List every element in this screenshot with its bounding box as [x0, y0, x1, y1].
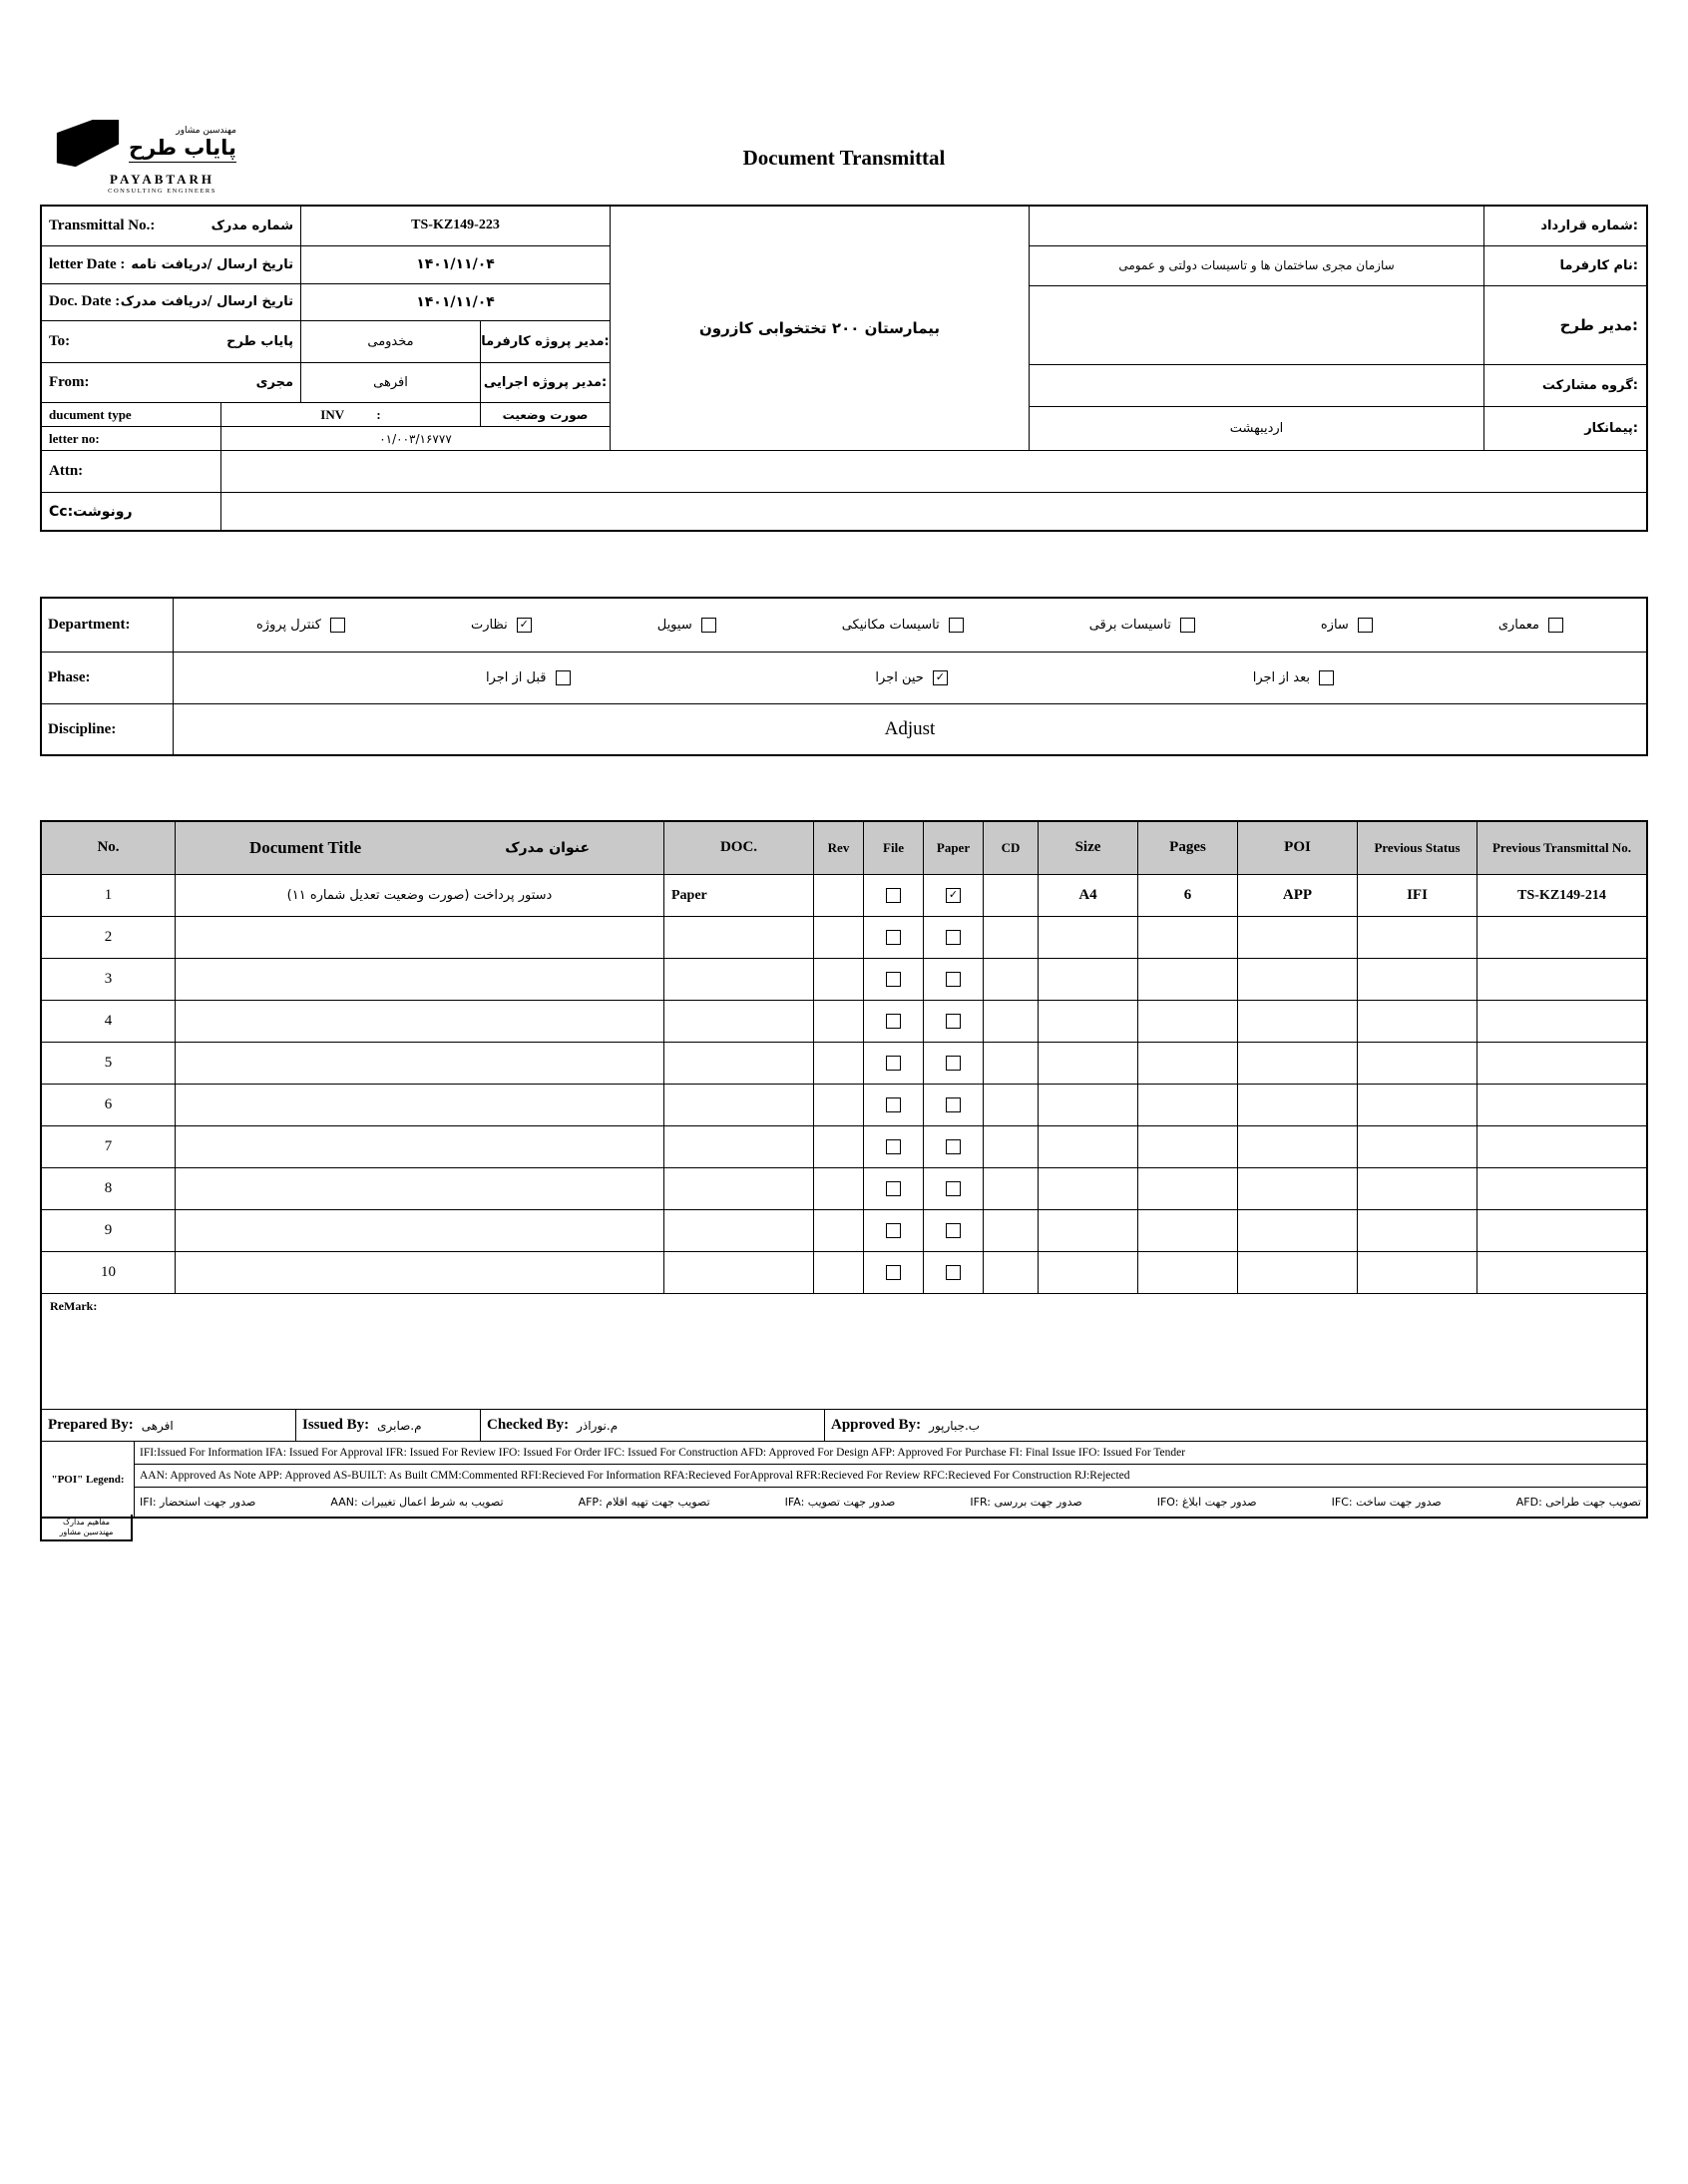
phase-options: [174, 653, 1646, 703]
department-checkbox: [949, 618, 964, 633]
bottom-left-note: مفاهیم مدارک مهندسین مشاور: [40, 1515, 133, 1541]
checked-by-cell: Checked By: م.نوراذر: [481, 1410, 825, 1441]
remark-label: ReMark:: [50, 1299, 98, 1313]
table-row: [42, 959, 1646, 1001]
to-cell: [42, 321, 301, 363]
phase-label: Phase:: [42, 653, 174, 703]
doc-type-value-cell: INV :: [221, 403, 481, 426]
cell-paper: [924, 1210, 984, 1252]
cell-pages: [1138, 1210, 1238, 1252]
cell-rev: [814, 917, 864, 959]
header-no: No.: [42, 822, 176, 875]
file-checkbox: [886, 1139, 901, 1154]
cell-cd: [984, 875, 1039, 917]
top-info-table: [40, 205, 1648, 532]
cell-title: [176, 1210, 664, 1252]
letter-no-value: ۰۱/۰۰۳/۱۶۷۷۷: [379, 431, 452, 446]
cell-prev-status: [1358, 959, 1477, 1001]
project-name-cell: [611, 207, 1030, 450]
department-options: [174, 599, 1646, 652]
cell-rev: [814, 1168, 864, 1210]
cell-pages: [1138, 917, 1238, 959]
cell-prev-status: [1358, 1168, 1477, 1210]
department-checkbox: [1358, 618, 1373, 633]
from-label: From:: [49, 374, 90, 391]
classification-table: [40, 597, 1648, 756]
poi-legend: [42, 1442, 1646, 1517]
letter-date-label-cell: [42, 246, 301, 283]
letter-date-label: letter Date :: [49, 255, 126, 272]
cell-prev-transmittal: TS-KZ149-214: [1477, 875, 1646, 917]
cc-label-cell: Cc:رونوشت: [42, 493, 221, 530]
cell-file: [864, 1126, 924, 1168]
cell-doc: [664, 1126, 814, 1168]
table-row: [42, 1210, 1646, 1252]
cell-no: 9: [42, 1210, 176, 1252]
cell-no: 8: [42, 1168, 176, 1210]
cell-title: [176, 1168, 664, 1210]
cell-title: [176, 959, 664, 1001]
cell-rev: [814, 1252, 864, 1294]
file-checkbox: [886, 930, 901, 945]
cell-prev-status: [1358, 1252, 1477, 1294]
phase-option: قبل از اجرا: [486, 670, 571, 685]
table-row: [42, 875, 1646, 917]
cell-pages: [1138, 1252, 1238, 1294]
cell-rev: [814, 959, 864, 1001]
poi-legend-line2: AAN: Approved As Note APP: Approved AS-BUILT: As Built CMM:Commented RFI:Recieved For Information RFA:Recieved ForApproval RFR:Recieved For Review RFC:Recieved For Construction RJ:Rejected: [135, 1465, 1646, 1488]
cell-cd: [984, 1085, 1039, 1126]
client-pm-label-cell: مدیر پروژه کارفرما:: [481, 333, 610, 349]
cell-no: 4: [42, 1001, 176, 1043]
header-rev: Rev: [814, 822, 864, 875]
cell-pages: [1138, 1043, 1238, 1085]
department-option: کنترل پروژه: [256, 618, 345, 633]
cell-poi: APP: [1238, 875, 1358, 917]
transmittal-no-label-fa: شماره مدرک: [211, 218, 293, 233]
cell-pages: [1138, 1126, 1238, 1168]
cell-doc: [664, 1210, 814, 1252]
to-label: To:: [49, 332, 71, 349]
cell-doc: [664, 959, 814, 1001]
design-manager-value: [1030, 286, 1484, 365]
cell-rev: [814, 1210, 864, 1252]
cell-no: 10: [42, 1252, 176, 1294]
cell-prev-transmittal: [1477, 1085, 1646, 1126]
cell-file: [864, 1210, 924, 1252]
cell-paper: [924, 1043, 984, 1085]
cell-cd: [984, 917, 1039, 959]
cell-paper: [924, 1085, 984, 1126]
cell-size: [1039, 1043, 1138, 1085]
department-label: Department:: [42, 599, 174, 652]
cell-pages: [1138, 1001, 1238, 1043]
header-cd: CD: [984, 822, 1039, 875]
file-checkbox: [886, 1181, 901, 1196]
table-row: [42, 1252, 1646, 1294]
header-doc: DOC.: [664, 822, 814, 875]
cell-prev-transmittal: [1477, 1043, 1646, 1085]
from-cell: [42, 363, 301, 402]
cell-paper: [924, 1252, 984, 1294]
header-title: Document Title عنوان مدرک: [176, 822, 664, 875]
cell-title: دستور پرداخت (صورت وضعیت تعدیل شماره ۱۱): [176, 875, 664, 917]
page-title: Document Transmittal: [742, 146, 946, 170]
doc-date-label-cell: [42, 284, 301, 320]
cell-poi: [1238, 1168, 1358, 1210]
cell-paper: [924, 959, 984, 1001]
cell-title: [176, 917, 664, 959]
header-poi: POI: [1238, 822, 1358, 875]
cell-file: [864, 1001, 924, 1043]
department-checkbox: [1180, 618, 1195, 633]
phase-option: حین اجرا ✓: [875, 670, 947, 685]
cell-poi: [1238, 1085, 1358, 1126]
approved-by-cell: Approved By: ب.جبارپور: [831, 1417, 981, 1433]
header-prev-transmittal: Previous Transmittal No.: [1477, 822, 1646, 875]
header-size: Size: [1039, 822, 1138, 875]
paper-checkbox: [946, 1056, 961, 1071]
logo-fa-subtitle: مهندسین مشاور: [176, 125, 236, 136]
cell-pages: [1138, 959, 1238, 1001]
paper-checkbox: [946, 1097, 961, 1112]
cell-poi: [1238, 917, 1358, 959]
cell-no: 6: [42, 1085, 176, 1126]
from-person-cell: افرهی: [301, 363, 481, 402]
cell-pages: 6: [1138, 875, 1238, 917]
cell-rev: [814, 1085, 864, 1126]
logo-fa-title: پایاب طرح: [129, 136, 236, 163]
department-checkbox: ✓: [517, 618, 532, 633]
cell-cd: [984, 1001, 1039, 1043]
cell-prev-status: [1358, 1043, 1477, 1085]
signatures-row: [42, 1410, 1646, 1442]
table-row: [42, 1085, 1646, 1126]
documents-table: [40, 820, 1648, 1519]
table-row: [42, 917, 1646, 959]
cell-title: [176, 1043, 664, 1085]
department-option: تاسیسات برقی: [1089, 618, 1195, 633]
documents-table-header: [42, 822, 1646, 875]
file-checkbox: [886, 1223, 901, 1238]
header-pages: Pages: [1138, 822, 1238, 875]
department-option: سازه: [1321, 618, 1373, 633]
cell-file: [864, 875, 924, 917]
department-option: معماری: [1498, 618, 1563, 633]
cell-size: [1039, 1001, 1138, 1043]
transmittal-no-value: TS-KZ149-223: [411, 218, 500, 233]
cell-paper: [924, 1126, 984, 1168]
cell-paper: [924, 875, 984, 917]
cell-cd: [984, 959, 1039, 1001]
paper-checkbox: ✓: [946, 888, 961, 903]
paper-checkbox: [946, 1139, 961, 1154]
file-checkbox: [886, 1097, 901, 1112]
cell-paper: [924, 1001, 984, 1043]
phase-checkbox: [1319, 670, 1334, 685]
checked-by-value: م.نوراذر: [577, 1418, 619, 1433]
phase-checkbox: ✓: [933, 670, 948, 685]
remark-section: [42, 1294, 1646, 1410]
cell-file: [864, 959, 924, 1001]
doc-type-fa-cell: صورت وضعیت: [502, 407, 589, 422]
file-checkbox: [886, 888, 901, 903]
client-label: نام کارفرما:: [1559, 257, 1638, 273]
letter-date-label-fa: تاریخ ارسال /دریافت نامه: [131, 256, 293, 272]
cell-doc: [664, 1085, 814, 1126]
transmittal-no-label: Transmittal No.:: [49, 217, 156, 233]
letter-no-label-cell: letter no:: [42, 427, 221, 450]
to-person-cell: مخدومی: [301, 321, 481, 363]
department-checkbox: [701, 618, 716, 633]
doc-date-value: ۱۴۰۱/۱۱/۰۴: [416, 293, 495, 310]
cell-cd: [984, 1252, 1039, 1294]
department-option: نظارت ✓: [471, 618, 532, 633]
cell-size: [1039, 1126, 1138, 1168]
attn-value: [221, 451, 1646, 492]
table-row: [42, 1168, 1646, 1210]
doc-date-label-fa: تاریخ ارسال /دریافت مدرک: [120, 294, 293, 310]
paper-checkbox: [946, 1223, 961, 1238]
cell-cd: [984, 1168, 1039, 1210]
file-checkbox: [886, 1056, 901, 1071]
cell-rev: [814, 875, 864, 917]
cell-prev-status: [1358, 1085, 1477, 1126]
cell-doc: [664, 917, 814, 959]
phase-option: بعد از اجرا: [1253, 670, 1334, 685]
header-paper: Paper: [924, 822, 984, 875]
cell-prev-transmittal: [1477, 959, 1646, 1001]
cell-file: [864, 1043, 924, 1085]
cell-rev: [814, 1126, 864, 1168]
cell-cd: [984, 1043, 1039, 1085]
header-prev-status: Previous Status: [1358, 822, 1477, 875]
cell-prev-status: [1358, 1126, 1477, 1168]
cell-cd: [984, 1210, 1039, 1252]
department-checkbox: [1548, 618, 1563, 633]
approved-by-value: ب.جبارپور: [929, 1418, 981, 1433]
letter-date-value: ۱۴۰۱/۱۱/۰۴: [416, 256, 495, 273]
header-file: File: [864, 822, 924, 875]
poi-legend-label: "POI" Legend:: [42, 1442, 135, 1517]
cell-poi: [1238, 1126, 1358, 1168]
paper-checkbox: [946, 972, 961, 987]
cell-title: [176, 1252, 664, 1294]
jv-label: گروه مشارکت:: [1541, 378, 1638, 394]
cell-size: [1039, 959, 1138, 1001]
cell-size: [1039, 917, 1138, 959]
paper-checkbox: [946, 1014, 961, 1029]
jv-value: [1030, 365, 1484, 406]
cell-doc: [664, 1001, 814, 1043]
phase-checkbox: [556, 670, 571, 685]
cell-prev-status: IFI: [1358, 875, 1477, 917]
table-row: [42, 1001, 1646, 1043]
cell-rev: [814, 1001, 864, 1043]
cell-title: [176, 1085, 664, 1126]
project-name: بیمارستان ۲۰۰ تختخوابی کازرون: [698, 319, 941, 337]
cell-no: 7: [42, 1126, 176, 1168]
to-value: پایاب طرح: [226, 333, 293, 349]
cell-poi: [1238, 959, 1358, 1001]
poi-legend-line3-fa: IFI: صدور جهت استحضار AAN: تصویب به شرط اعمال تغییرات AFP: تصویب جهت تهیه اقلام IFA: صدور جهت تصویب IFR: صدور جهت بررسی IFO: صدور جهت ابلاغ IFC: صدور جهت ساخت AFD: تصویب جهت طراحی: [140, 1496, 1641, 1509]
design-manager-label: مدیر طرح:: [1559, 316, 1638, 335]
table-row: [42, 1043, 1646, 1085]
from-value: مجری: [255, 375, 293, 391]
cell-no: 1: [42, 875, 176, 917]
paper-checkbox: [946, 1181, 961, 1196]
cell-paper: [924, 1168, 984, 1210]
contractor-value: اردیبهشت: [1030, 407, 1484, 450]
cell-prev-status: [1358, 917, 1477, 959]
cell-file: [864, 1085, 924, 1126]
contract-no-value: [1030, 207, 1484, 245]
file-checkbox: [886, 1014, 901, 1029]
table-row: [42, 1126, 1646, 1168]
discipline-label: Discipline:: [42, 704, 174, 754]
cell-pages: [1138, 1168, 1238, 1210]
issued-by-cell: Issued By: م.صابری: [296, 1410, 481, 1441]
cell-file: [864, 917, 924, 959]
cell-size: [1039, 1252, 1138, 1294]
cc-value: [221, 493, 1646, 530]
cell-doc: Paper: [664, 875, 814, 917]
discipline-value: Adjust: [884, 718, 936, 739]
cell-pages: [1138, 1085, 1238, 1126]
cell-no: 5: [42, 1043, 176, 1085]
department-option: سیویل: [657, 618, 716, 633]
logo-en-title: PAYABTARH: [109, 172, 215, 187]
cell-prev-transmittal: [1477, 1210, 1646, 1252]
cell-file: [864, 1168, 924, 1210]
cell-prev-status: [1358, 1210, 1477, 1252]
cell-title: [176, 1001, 664, 1043]
cell-prev-transmittal: [1477, 1252, 1646, 1294]
file-checkbox: [886, 1265, 901, 1280]
cell-doc: [664, 1043, 814, 1085]
cell-prev-transmittal: [1477, 1168, 1646, 1210]
exec-pm-label-cell: مدیر پروژه اجرایی:: [483, 375, 608, 391]
doc-type-label-cell: ducument type: [42, 403, 221, 426]
cell-size: [1039, 1168, 1138, 1210]
cell-paper: [924, 917, 984, 959]
cell-doc: [664, 1168, 814, 1210]
cell-title: [176, 1126, 664, 1168]
cell-no: 3: [42, 959, 176, 1001]
cell-poi: [1238, 1252, 1358, 1294]
paper-checkbox: [946, 1265, 961, 1280]
prepared-by-cell: Prepared By: افرهی: [42, 1410, 296, 1441]
cell-no: 2: [42, 917, 176, 959]
cell-rev: [814, 1043, 864, 1085]
poi-legend-line1: IFI:Issued For Information IFA: Issued For Approval IFR: Issued For Review IFO: Issued For Order IFC: Issued For Construction AFD: Approved For Design AFP: Approved For Purchase FI: Final Issue IFO: Issued For Tender: [135, 1442, 1646, 1465]
transmittal-no-label-cell: [42, 207, 301, 245]
cell-file: [864, 1252, 924, 1294]
attn-label-cell: Attn:: [42, 451, 221, 492]
cell-prev-transmittal: [1477, 1001, 1646, 1043]
file-checkbox: [886, 972, 901, 987]
cell-poi: [1238, 1210, 1358, 1252]
cell-size: A4: [1039, 875, 1138, 917]
doc-date-label: Doc. Date :: [49, 293, 121, 310]
issued-by-value: م.صابری: [377, 1418, 422, 1433]
cell-prev-transmittal: [1477, 917, 1646, 959]
contractor-label: پیمانکار:: [1584, 421, 1638, 437]
cell-size: [1039, 1085, 1138, 1126]
client-value: سازمان مجری ساختمان ها و تاسیسات دولتی و عمومی: [1030, 246, 1484, 285]
cell-prev-status: [1358, 1001, 1477, 1043]
logo-en-subtitle: CONSULTING ENGINEERS: [108, 188, 216, 195]
department-checkbox: [330, 618, 345, 633]
contract-no-label: شماره قرارداد:: [1540, 218, 1638, 233]
cell-size: [1039, 1210, 1138, 1252]
cell-doc: [664, 1252, 814, 1294]
cell-poi: [1238, 1043, 1358, 1085]
cell-cd: [984, 1126, 1039, 1168]
paper-checkbox: [946, 930, 961, 945]
prepared-by-value: افرهی: [141, 1418, 174, 1433]
department-option: تاسیسات مکانیکی: [842, 618, 964, 633]
cell-prev-transmittal: [1477, 1126, 1646, 1168]
cell-poi: [1238, 1001, 1358, 1043]
